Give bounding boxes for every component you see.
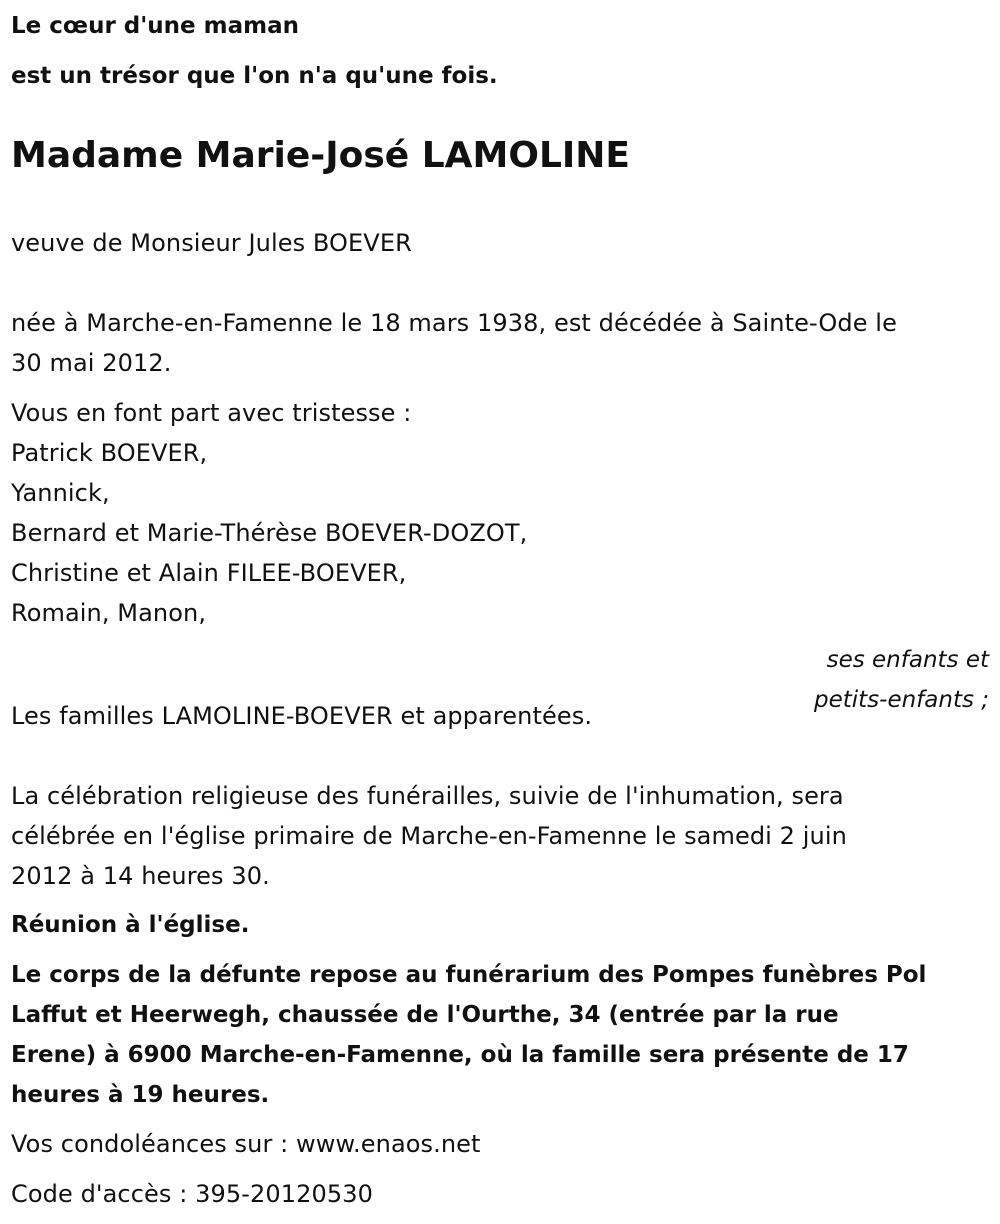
relation-line-1: ses enfants et (826, 647, 989, 673)
mourner: Bernard et Marie-Thérèse BOEVER-DOZOT, (11, 519, 528, 547)
meeting-note: Réunion à l'église. (11, 912, 250, 938)
funeral-home-line-2: Laffut et Heerwegh, chaussée de l'Ourthe, 34 (entrée par la rue (11, 1002, 839, 1028)
mourner: Christine et Alain FILEE-BOEVER, (11, 559, 407, 587)
deceased-name: Madame Marie-José LAMOLINE (11, 135, 630, 176)
relation-line-2: petits-enfants ; (813, 687, 989, 713)
mourner: Romain, Manon, (11, 599, 207, 627)
birth-death-line-2: 30 mai 2012. (11, 349, 172, 377)
condolences-link[interactable]: Vos condoléances sur : www.enaos.net (11, 1130, 481, 1158)
funeral-home-line-4: heures à 19 heures. (11, 1082, 270, 1108)
mourner: Patrick BOEVER, (11, 439, 208, 467)
mourner: Yannick, (11, 479, 110, 507)
widow-of: veuve de Monsieur Jules BOEVER (11, 229, 412, 257)
quote-line-2: est un trésor que l'on n'a qu'une fois. (11, 63, 498, 89)
funeral-home-line-3: Erene) à 6900 Marche-en-Famenne, où la famille sera présente de 17 (11, 1042, 909, 1068)
ceremony-line-1: La célébration religieuse des funérailles, suivie de l'inhumation, sera (11, 782, 844, 810)
announcement-intro: Vous en font part avec tristesse : (11, 399, 412, 427)
birth-death-line-1: née à Marche-en-Famenne le 18 mars 1938, est décédée à Sainte-Ode le (11, 309, 897, 337)
quote-line-1: Le cœur d'une maman (11, 13, 299, 39)
ceremony-line-2: célébrée en l'église primaire de Marche-en-Famenne le samedi 2 juin (11, 822, 847, 850)
ceremony-line-3: 2012 à 14 heures 30. (11, 862, 270, 890)
families: Les familles LAMOLINE-BOEVER et apparentées. (11, 702, 593, 730)
access-code: Code d'accès : 395-20120530 (11, 1180, 373, 1208)
funeral-home-line-1: Le corps de la défunte repose au funérarium des Pompes funèbres Pol (11, 962, 927, 988)
